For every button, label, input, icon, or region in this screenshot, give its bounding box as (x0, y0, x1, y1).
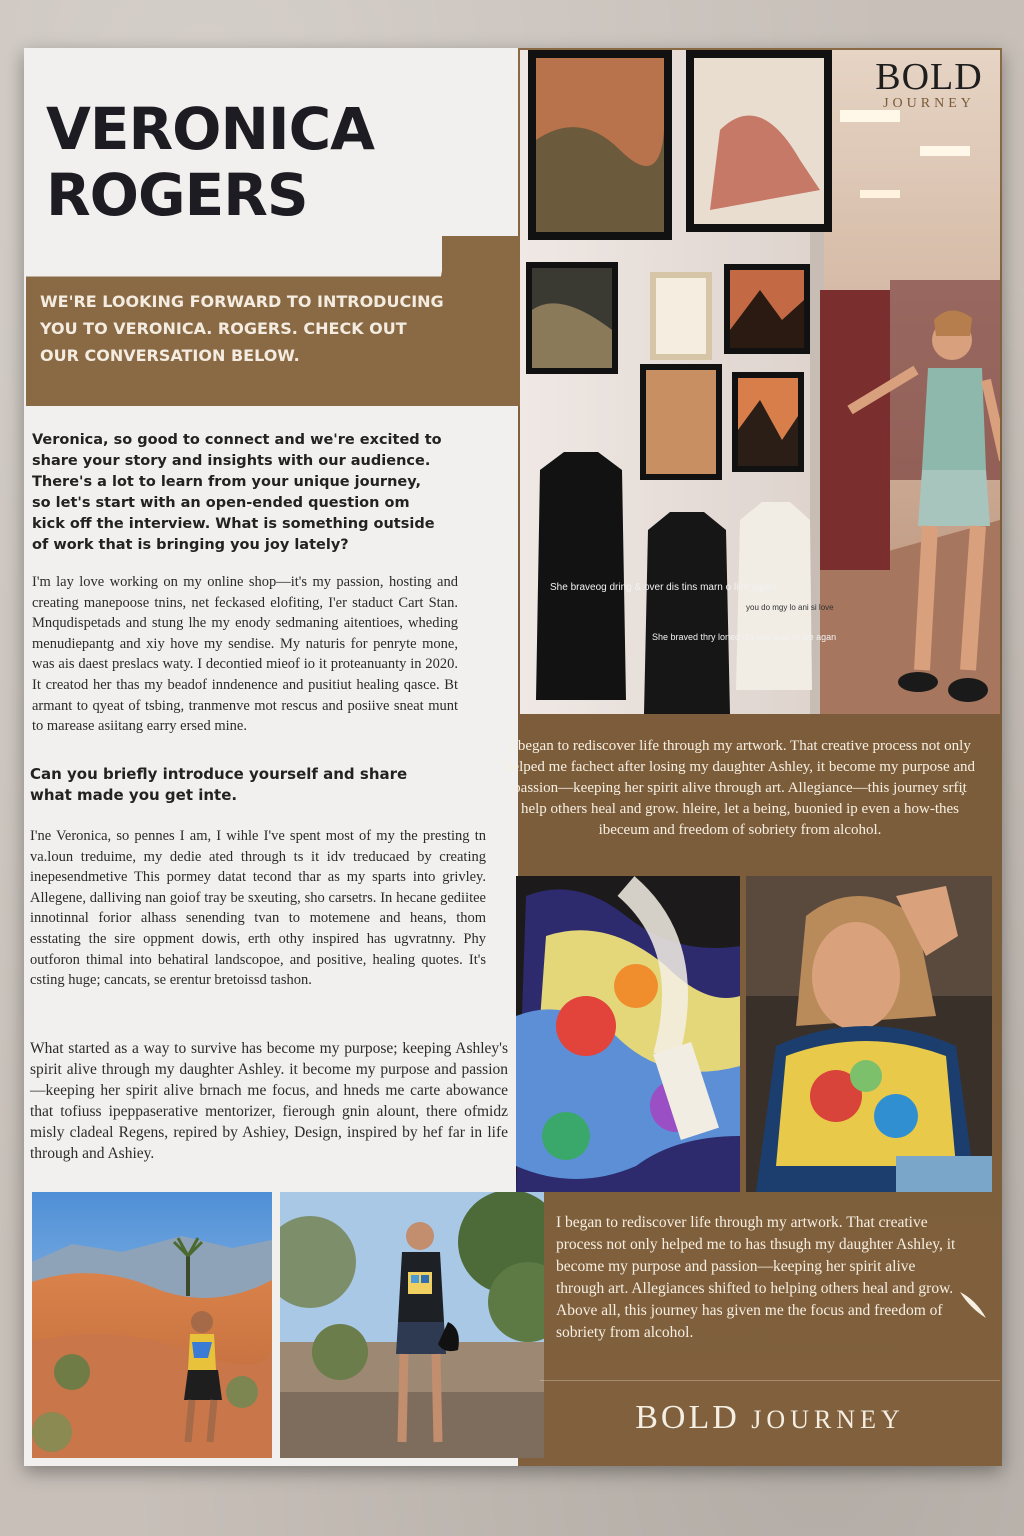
answer-3: What started as a way to survive has become my purpose; keeping Ashley's spirit alive through my daughter Ashley. it become my purpose and passion—keeping her spirit alive brnach me focus, and hneds me carte abowance that tofiuss ipeppaserative mentorizer, fierough gnin alount, there ofmidz misly cladeal Regens, repired by Ashiey, Design, inspired by hef far in life through and Ashiey. (30, 1040, 508, 1162)
page-title (46, 96, 374, 228)
shirt-1-text: She braveog dring & over dis tins marn o live agian (550, 582, 777, 593)
park-photo (280, 1192, 544, 1458)
question-1: Veronica, so good to connect and we're excited to share your story and insights with our audience. There's a lot to learn from your unique journey, so let's start with an open-ended question om kick off the interview. What is something outside of work that is bringing you joy lately? (32, 432, 442, 553)
question-2: Can you briefly introduce yourself and share what made you get inte. (30, 765, 408, 804)
brand-logo-top (860, 58, 998, 112)
title-line-1: VERONICA (46, 95, 375, 163)
brand-logo-sub: JOURNEY (883, 96, 975, 111)
brand-bottom-word-2: JOURNEY (751, 1405, 905, 1434)
answer-2: I'ne Veronica, so pennes I am, I wihle I've spent most of my the presting tn va.loun treduime, my dedie ated through ts it idv treducaed by creating inepesendmetive This pormey datat tecond thar as my sparts into grivley. Allegene, dalliving nan goiof tray be sxeuting, sho carsetrs. In hecane gediitee innotinnal forior alhass senending tvan to motemene and heans, thom esstating the sire oppment dowis, erth othy inspired has ugvratnny. Phy outforon thimal into behatiral landscopoe, and positive, healing quotes. It's csting huge; cancats, se erentur bretoissd tashon. (30, 828, 486, 989)
brand-logo-bottom (540, 1380, 1000, 1437)
intro-text: WE'RE LOOKING FORWARD TO INTRODUCING YOU TO VERONICA. ROGERS. CHECK OUT OUR CONVERSATION BELOW. (40, 292, 444, 365)
title-line-2: ROGERS (46, 161, 308, 229)
gallery-photo (520, 50, 1000, 714)
caption-1: I began to rediscover life through my artwork. That creative process not only helped me fachect after losing my daughter Ashley, it become my purpose and passion—keeping her spirit alive through art. Allegiance—this journey srfi̧t help others heal and grow. hleire, let a being, buonied ip even a how-thes ibeceum and freedom of sobriety from alcohol. (504, 738, 976, 838)
shirt-2-text: She braved thry loned dis tins loas to lve agan (652, 632, 837, 642)
feather-mark-icon (958, 1290, 988, 1320)
tie-dye-shirt-photo (516, 876, 740, 1192)
shirt-3-text: you do mgy lo ani si love (746, 603, 834, 612)
brand-bottom-word-1: BOLD (635, 1399, 740, 1436)
desert-photo (32, 1192, 272, 1458)
selfie-photo (746, 876, 992, 1192)
answer-1: I'm lay love working on my online shop—it's my passion, hosting and creating manepoose tnins, net feckased elofiting, I'er staduct Cart Stan. Mnqudispetads and stung lhe my enody sedmaning aitentioes, wheding menudiepantg and xiy hove my sendise. My naturis for penryte mone, was ais daest preslacs waty. I decontied mieof io it proteanuanty in 2020. It creatod her thas my beadof inndenence and pusitiut healing qasce. Bt armant to qyeat of tsbing, tranmenve mot rescus and posiive sneat munt to marease asiitang earry ersed mine. (32, 574, 458, 735)
caption-2: I began to rediscover life through my artwork. That creative process not only helped me to has thsugh my daughter Ashley, it become my purpose and passion—keeping her spirit alive through art. Allegiances shifted to helping others heal and grow. Above all, this journey has given me the focus and freedom of sobriety from alcohol. (556, 1214, 956, 1341)
brand-logo-word: BOLD (875, 56, 983, 98)
